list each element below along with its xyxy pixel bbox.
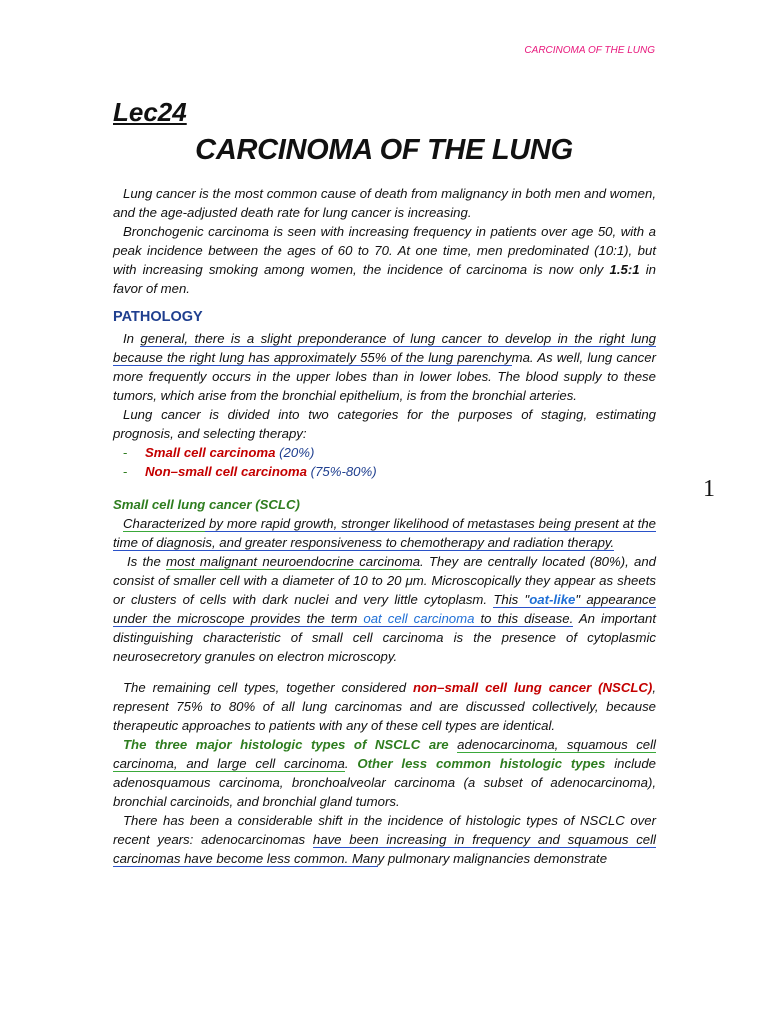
intro-paragraph-2: [113, 222, 656, 298]
intro-text: Bronchogenic carcinoma is seen with increasing frequency in patients over age 50, with a peak incidence between the ages of 60 to 70. At one time, men predominated (10:1), but with increasing smoking among women, the incidence of carcinoma is now only: [113, 224, 656, 277]
underlined-text: Characterized: [123, 516, 206, 531]
category-name: Small cell carcinoma: [145, 445, 276, 460]
nsclc-text: There has been a considerable shift in the incidence of histologic types of NSCLC over recent years: adenocarcinomas: [113, 813, 656, 847]
category-percent: (75%-80%): [310, 464, 377, 479]
list-item: [113, 462, 656, 481]
underlined-text: have been increasing in frequency and squamous cell carcinomas have become less common. Man: [113, 832, 656, 866]
nsclc-paragraph-3: [113, 811, 656, 868]
pathology-heading: PATHOLOGY: [113, 309, 203, 325]
list-item: [113, 443, 656, 462]
spacer-text: .: [344, 756, 358, 771]
document-body: [113, 184, 656, 868]
underlined-text: adenocarcinoma, squamous cell carcinoma, and large cell carcinoma: [113, 737, 656, 771]
page-title: CARCINOMA OF THE LUNG: [195, 134, 573, 166]
sclc-heading: Small cell lung cancer (SCLC): [113, 497, 300, 512]
underlined-text: by more rapid growth, stronger likelihood of metastases being present at the time of diagnosis, and greater responsiveness to chemotherapy and radiation therapy.: [113, 516, 656, 550]
nsclc-text: , represent 75% to 80% of all lung carcinomas and are discussed collectively, because therapeutic approaches to patients with any of these cell types are identical.: [113, 680, 657, 733]
pathology-text-end: ma. As well, lung cancer more frequently occurs in the upper lobes than in lower lobes. The blood supply to these tumors, which arise from the bronchial epithelium, is from the bronchial arteries.: [113, 350, 656, 403]
page-number: 1: [703, 476, 715, 502]
nsclc-text: include adenosquamous carcinoma, bronchoalveolar carcinoma (a subset of adenocarcinoma), bronchial carcinoids, and bronchial gland tumors.: [113, 756, 657, 809]
nsclc-paragraph-1: [113, 678, 656, 735]
ratio-value: 1.5:1: [609, 262, 640, 277]
sclc-text-end: An important distinguishing characteristic of small cell carcinoma is the presence of cytoplasmic neurosecretory granules on electron microscopy.: [113, 611, 656, 664]
oat-like-link[interactable]: oat-like: [529, 592, 576, 607]
pathology-paragraph-1: [113, 329, 656, 405]
category-name: Non–small cell carcinoma: [145, 464, 307, 479]
other-types-lead: Other less common histologic types: [357, 756, 606, 771]
sclc-text: Is the: [127, 554, 167, 569]
lecture-number: Lec24: [113, 97, 187, 127]
dash-bullet: -: [123, 464, 128, 479]
dash-bullet: -: [123, 445, 128, 460]
category-list: [113, 443, 656, 481]
category-percent: (20%): [279, 445, 315, 460]
underlined-text: to this disease.: [474, 611, 574, 626]
nsclc-text: The remaining cell types, together considered: [123, 680, 413, 695]
histologic-types-lead: The three major histologic types of NSCLC are: [123, 737, 449, 752]
sclc-paragraph-1: [113, 514, 656, 552]
underlined-text: This ": [493, 592, 530, 607]
nsclc-text-end: y pulmonary malignancies demonstrate: [377, 851, 608, 866]
nsclc-paragraph-2: [113, 735, 656, 811]
running-header: CARCINOMA OF THE LUNG: [524, 45, 655, 56]
nsclc-term: non–small cell lung cancer (NSCLC): [412, 680, 653, 695]
pathology-text-start: In: [123, 331, 141, 346]
oat-cell-carcinoma-link[interactable]: oat cell carcinoma: [363, 611, 475, 626]
intro-paragraph-1: Lung cancer is the most common cause of death from malignancy in both men and women, and the age-adjusted death rate for lung cancer is increasing.: [113, 186, 656, 220]
paragraph-gap: [113, 666, 656, 678]
pathology-paragraph-2: Lung cancer is divided into two categories for the purposes of staging, estimating prognosis, and selecting therapy:: [113, 407, 656, 441]
intro-text-end: in favor of men.: [113, 262, 656, 296]
sclc-text: . They are centrally located (80%), and consist of smaller cell with a diameter of 10 to 20 μm. Microscopically they appear as sheets or clusters of cells with dark nuclei and very little cytoplasm.: [113, 554, 657, 607]
underlined-text: because the right lung has approximately 55% of the lung parenchy: [113, 350, 512, 365]
underlined-text: " appearance under the microscope provides the term: [113, 592, 656, 626]
spacer-text: [449, 737, 458, 752]
underlined-text: general, there is a slight preponderance of lung cancer to develop in the right lung: [140, 331, 656, 346]
underlined-text: most malignant neuroendocrine carcinoma: [166, 554, 421, 569]
sclc-paragraph-2: [113, 552, 656, 666]
